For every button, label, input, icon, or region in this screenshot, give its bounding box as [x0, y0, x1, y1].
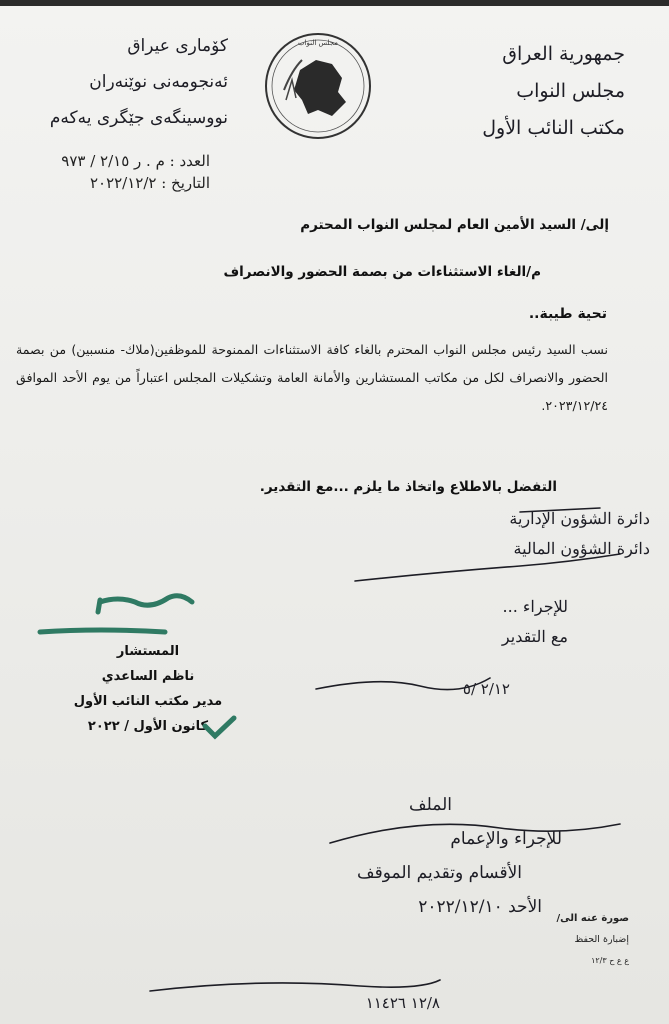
- copy-to-label: صورة عنه الى/: [556, 913, 629, 924]
- handwritten-bottom-note: ١٢/٨ ١١٤٢٦: [365, 994, 440, 1012]
- reference-date: التاريخ : ٢٠٢٢/١٢/٢: [89, 174, 210, 192]
- handwritten-line: الملف: [409, 795, 452, 815]
- header-arabic-line: مجلس النواب: [516, 80, 625, 102]
- reference-number: العدد : م . ر ٢/١٥ / ٩٧٣: [61, 152, 210, 170]
- green-signature: [40, 596, 234, 736]
- header-kurdish-line: نووسینگەی جێگری یەکەم: [49, 108, 228, 128]
- signatory-title: المستشار: [116, 644, 180, 659]
- greeting: تحية طيبة..: [528, 306, 607, 322]
- signatory-date: كانون الأول / ٢٠٢٢: [87, 719, 209, 734]
- seal-text: مجلس النواب: [297, 39, 339, 47]
- header-arabic-line: جمهورية العراق: [502, 43, 625, 65]
- signature-strokes: [0, 6, 669, 1024]
- signatory-name: ناظم الساعدي: [101, 669, 195, 684]
- addressee: إلى/ السيد الأمين العام لمجلس النواب المحترم: [300, 217, 609, 233]
- copy-to-initials: ع ع ح ١٢/٣: [591, 956, 629, 965]
- document-page: [0, 6, 669, 1024]
- letter-body: نسب السيد رئيس مجلس النواب المحترم بالغاء كافة الاستثناءات الممنوحة للموظفين(ملاك- منسبين) من بصمة الحضور والانصراف لكل من مكاتب المستشارين والأمانة العامة وتشكيلات المجلس اعتباراً من يوم الأحد الموافق ٢٠٢٣/١٢/٢٤.: [16, 342, 608, 413]
- header-arabic-line: مكتب النائب الأول: [482, 117, 625, 139]
- handwritten-line: الأقسام وتقديم الموقف: [357, 863, 522, 883]
- pen-marks: [150, 508, 620, 991]
- handwritten-line: الأحد ٢٠٢٢/١٢/١٠: [418, 897, 542, 917]
- copy-to-item: إضبارة الحفظ: [574, 934, 629, 945]
- handwritten-line: دائرة الشؤون الإدارية: [509, 509, 650, 528]
- handwritten-line: دائرة الشؤون المالية: [513, 539, 650, 558]
- handwritten-line: للإجراء والإعمام: [450, 829, 562, 849]
- handwritten-line: للإجراء ...: [502, 597, 568, 616]
- header-kurdish-line: کۆماری عیراق: [127, 36, 228, 56]
- handwritten-line: ٢/١٢ /٥: [462, 680, 510, 698]
- signatory-position: مدير مكتب النائب الأول: [73, 694, 223, 709]
- header-kurdish-line: ئەنجومەنی نوێنەران: [89, 72, 228, 92]
- handwritten-line: مع التقدير: [501, 627, 568, 646]
- subject-line: م/الغاء الاستثناءات من بصمة الحضور والانصراف: [223, 264, 541, 280]
- closing-line: التفضل بالاطلاع واتخاذ ما يلزم ...مع التقدير.: [259, 479, 557, 495]
